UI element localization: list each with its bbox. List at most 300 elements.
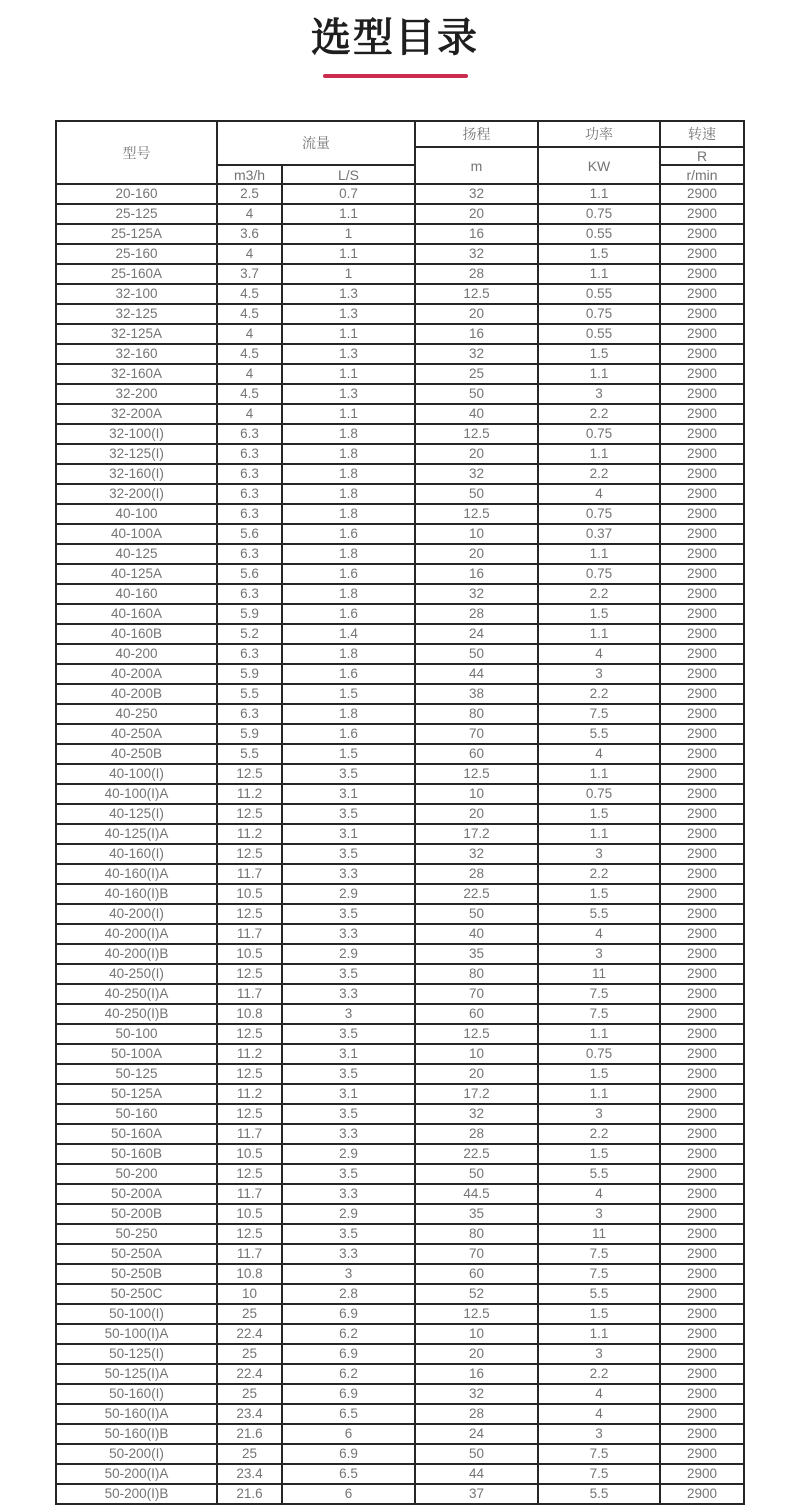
table-cell: 28 [415, 1404, 538, 1424]
table-cell: 32-160 [56, 344, 217, 364]
table-cell: 25 [217, 1384, 282, 1404]
table-row [56, 1204, 744, 1224]
table-cell: 3 [282, 1004, 415, 1024]
table-row [56, 924, 744, 944]
table-cell: 2900 [660, 704, 744, 724]
table-cell: 1.1 [538, 824, 660, 844]
table-cell: 2.2 [538, 1364, 660, 1384]
table-cell: 60 [415, 744, 538, 764]
table-row [56, 964, 744, 984]
table-row [56, 744, 744, 764]
table-cell: 1.1 [538, 624, 660, 644]
table-cell: 0.75 [538, 504, 660, 524]
table-row [56, 1444, 744, 1464]
col-header-flow-m3h: m3/h [217, 165, 282, 184]
table-cell: 32-200 [56, 384, 217, 404]
table-cell: 10.5 [217, 1144, 282, 1164]
table-row [56, 1164, 744, 1184]
table-cell: 80 [415, 1224, 538, 1244]
table-cell: 1.1 [282, 244, 415, 264]
table-cell: 0.55 [538, 224, 660, 244]
table-cell: 25-160 [56, 244, 217, 264]
table-cell: 6.9 [282, 1304, 415, 1324]
table-cell: 32-100(I) [56, 424, 217, 444]
table-cell: 4 [538, 484, 660, 504]
table-cell: 50-100 [56, 1024, 217, 1044]
table-cell: 50-160(I)B [56, 1424, 217, 1444]
table-cell: 3 [538, 1344, 660, 1364]
table-row [56, 564, 744, 584]
table-cell: 2900 [660, 644, 744, 664]
table-cell: 40-160B [56, 624, 217, 644]
table-row [56, 284, 744, 304]
table-cell: 22.4 [217, 1364, 282, 1384]
table-cell: 2900 [660, 1244, 744, 1264]
table-cell: 2900 [660, 384, 744, 404]
table-row [56, 304, 744, 324]
table-row [56, 1284, 744, 1304]
table-cell: 10 [415, 784, 538, 804]
table-cell: 11.2 [217, 824, 282, 844]
table-cell: 38 [415, 684, 538, 704]
table-cell: 25 [217, 1344, 282, 1364]
table-cell: 5.9 [217, 664, 282, 684]
table-cell: 50-250C [56, 1284, 217, 1304]
table-cell: 44 [415, 664, 538, 684]
table-cell: 1 [282, 224, 415, 244]
table-cell: 1.1 [282, 204, 415, 224]
table-cell: 1.8 [282, 484, 415, 504]
table-cell: 32 [415, 1384, 538, 1404]
table-cell: 2900 [660, 364, 744, 384]
table-row [56, 344, 744, 364]
title-underline [323, 74, 468, 78]
table-cell: 2900 [660, 944, 744, 964]
table-cell: 25-125A [56, 224, 217, 244]
table-cell: 50-200(I)A [56, 1464, 217, 1484]
table-cell: 2900 [660, 764, 744, 784]
table-cell: 40-200(I)A [56, 924, 217, 944]
table-cell: 4 [538, 744, 660, 764]
table-cell: 5.5 [538, 1284, 660, 1304]
table-cell: 1.5 [538, 244, 660, 264]
table-cell: 1.3 [282, 384, 415, 404]
table-cell: 20-160 [56, 184, 217, 204]
table-cell: 40-160 [56, 584, 217, 604]
table-cell: 3.1 [282, 1044, 415, 1064]
table-cell: 3.5 [282, 1224, 415, 1244]
table-cell: 3 [538, 664, 660, 684]
table-cell: 3 [538, 384, 660, 404]
table-cell: 21.6 [217, 1484, 282, 1504]
table-cell: 2900 [660, 1344, 744, 1364]
table-cell: 2900 [660, 1124, 744, 1144]
table-cell: 6.3 [217, 464, 282, 484]
table-cell: 16 [415, 324, 538, 344]
table-cell: 4 [217, 364, 282, 384]
table-cell: 25 [217, 1444, 282, 1464]
table-cell: 2900 [660, 1144, 744, 1164]
table-cell: 17.2 [415, 824, 538, 844]
table-cell: 2.9 [282, 1204, 415, 1224]
col-header-head: 扬程 [415, 121, 538, 147]
table-cell: 11.7 [217, 864, 282, 884]
table-cell: 1.6 [282, 724, 415, 744]
table-row [56, 1084, 744, 1104]
table-cell: 2900 [660, 864, 744, 884]
table-cell: 37 [415, 1484, 538, 1504]
table-cell: 32-200(I) [56, 484, 217, 504]
table-cell: 40-250(I) [56, 964, 217, 984]
table-cell: 50 [415, 484, 538, 504]
table-cell: 3.5 [282, 964, 415, 984]
table-cell: 3.5 [282, 1024, 415, 1044]
table-cell: 6.9 [282, 1444, 415, 1464]
table-cell: 80 [415, 704, 538, 724]
table-cell: 2900 [660, 744, 744, 764]
table-row [56, 524, 744, 544]
table-cell: 50-160 [56, 1104, 217, 1124]
table-cell: 2.2 [538, 584, 660, 604]
table-cell: 70 [415, 984, 538, 1004]
table-cell: 6.3 [217, 504, 282, 524]
table-cell: 1.8 [282, 464, 415, 484]
table-cell: 21.6 [217, 1424, 282, 1444]
table-cell: 2900 [660, 1084, 744, 1104]
table-cell: 40-200(I)B [56, 944, 217, 964]
table-row [56, 464, 744, 484]
table-cell: 40-100(I) [56, 764, 217, 784]
table-cell: 11.7 [217, 1184, 282, 1204]
table-cell: 4 [217, 204, 282, 224]
table-row [56, 1364, 744, 1384]
table-cell: 7.5 [538, 1244, 660, 1264]
selection-catalog-table [55, 120, 745, 1505]
table-cell: 2900 [660, 664, 744, 684]
table-row [56, 244, 744, 264]
table-cell: 12.5 [217, 1224, 282, 1244]
table-cell: 50-125 [56, 1064, 217, 1084]
table-cell: 50 [415, 1164, 538, 1184]
table-row [56, 644, 744, 664]
table-row [56, 364, 744, 384]
table-cell: 2900 [660, 1264, 744, 1284]
table-cell: 0.75 [538, 564, 660, 584]
table-cell: 50-100(I) [56, 1304, 217, 1324]
table-row [56, 844, 744, 864]
table-cell: 3.3 [282, 1184, 415, 1204]
table-cell: 2900 [660, 1184, 744, 1204]
table-cell: 40-200B [56, 684, 217, 704]
table-cell: 4.5 [217, 304, 282, 324]
table-cell: 10.5 [217, 944, 282, 964]
table-row [56, 804, 744, 824]
table-row [56, 484, 744, 504]
table-cell: 0.37 [538, 524, 660, 544]
table-cell: 2900 [660, 1024, 744, 1044]
table-cell: 2900 [660, 604, 744, 624]
table-row [56, 904, 744, 924]
table-cell: 1.5 [282, 684, 415, 704]
table-cell: 12.5 [217, 804, 282, 824]
table-cell: 11.7 [217, 1124, 282, 1144]
table-cell: 4 [538, 1184, 660, 1204]
table-row [56, 1484, 744, 1504]
table-cell: 40-200 [56, 644, 217, 664]
table-cell: 6.3 [217, 644, 282, 664]
table-cell: 50-200B [56, 1204, 217, 1224]
table-cell: 11.2 [217, 1084, 282, 1104]
table-cell: 1.8 [282, 584, 415, 604]
table-cell: 2900 [660, 684, 744, 704]
table-cell: 12.5 [217, 1164, 282, 1184]
col-header-flow: 流量 [217, 121, 415, 165]
table-cell: 2900 [660, 544, 744, 564]
table-cell: 6 [282, 1484, 415, 1504]
table-row [56, 264, 744, 284]
table-cell: 2900 [660, 204, 744, 224]
table-cell: 1.5 [538, 1064, 660, 1084]
table-cell: 11.7 [217, 924, 282, 944]
table-cell: 3.6 [217, 224, 282, 244]
table-cell: 22.5 [415, 884, 538, 904]
table-row [56, 424, 744, 444]
table-cell: 80 [415, 964, 538, 984]
table-cell: 5.5 [538, 1164, 660, 1184]
table-cell: 40-200(I) [56, 904, 217, 924]
table-cell: 50 [415, 1444, 538, 1464]
table-cell: 50-125(I)A [56, 1364, 217, 1384]
table-cell: 25-125 [56, 204, 217, 224]
col-header-head-unit: m [415, 147, 538, 184]
table-cell: 16 [415, 224, 538, 244]
table-cell: 2900 [660, 584, 744, 604]
table-row [56, 604, 744, 624]
table-cell: 2900 [660, 884, 744, 904]
table-cell: 4 [217, 404, 282, 424]
table-cell: 2900 [660, 1464, 744, 1484]
table-row [56, 404, 744, 424]
table-cell: 5.6 [217, 524, 282, 544]
table-cell: 2.2 [538, 1124, 660, 1144]
table-cell: 1.1 [538, 444, 660, 464]
table-cell: 32-160(I) [56, 464, 217, 484]
table-cell: 23.4 [217, 1464, 282, 1484]
table-cell: 3 [282, 1264, 415, 1284]
table-cell: 2900 [660, 344, 744, 364]
table-cell: 28 [415, 1124, 538, 1144]
table-cell: 2.9 [282, 1144, 415, 1164]
table-cell: 11 [538, 1224, 660, 1244]
table-cell: 4 [217, 244, 282, 264]
table-cell: 3.5 [282, 844, 415, 864]
table-row [56, 204, 744, 224]
table-row [56, 824, 744, 844]
table-row [56, 1464, 744, 1484]
table-cell: 0.75 [538, 304, 660, 324]
table-cell: 2900 [660, 184, 744, 204]
table-cell: 1.3 [282, 344, 415, 364]
table-cell: 12.5 [415, 1024, 538, 1044]
table-cell: 32-160A [56, 364, 217, 384]
table-cell: 2900 [660, 284, 744, 304]
table-cell: 24 [415, 1424, 538, 1444]
table-row [56, 504, 744, 524]
table-cell: 12.5 [217, 1104, 282, 1124]
table-cell: 1.5 [538, 604, 660, 624]
table-cell: 50 [415, 904, 538, 924]
table-cell: 4 [538, 644, 660, 664]
table-cell: 2900 [660, 524, 744, 544]
table-cell: 4.5 [217, 284, 282, 304]
table-row [56, 1424, 744, 1444]
table-cell: 0.75 [538, 424, 660, 444]
table-cell: 40-160(I) [56, 844, 217, 864]
table-cell: 1.8 [282, 704, 415, 724]
table-cell: 10 [415, 1044, 538, 1064]
table-cell: 2.2 [538, 464, 660, 484]
table-cell: 2900 [660, 1304, 744, 1324]
table-cell: 1.8 [282, 444, 415, 464]
table-cell: 40-160(I)B [56, 884, 217, 904]
table-cell: 40 [415, 404, 538, 424]
table-cell: 20 [415, 304, 538, 324]
col-header-power-unit: KW [538, 147, 660, 184]
table-cell: 32 [415, 584, 538, 604]
table-cell: 3.3 [282, 1244, 415, 1264]
table-cell: 40-250(I)A [56, 984, 217, 1004]
table-cell: 1.8 [282, 644, 415, 664]
table-cell: 40-160A [56, 604, 217, 624]
table-cell: 2900 [660, 324, 744, 344]
table-cell: 2900 [660, 564, 744, 584]
table-cell: 3 [538, 944, 660, 964]
table-cell: 35 [415, 1204, 538, 1224]
table-cell: 12.5 [415, 504, 538, 524]
table-cell: 2900 [660, 504, 744, 524]
table-body [56, 184, 744, 1504]
table-cell: 1.5 [538, 344, 660, 364]
table-cell: 3.5 [282, 804, 415, 824]
table-cell: 2900 [660, 844, 744, 864]
table-cell: 2.2 [538, 864, 660, 884]
table-cell: 12.5 [217, 964, 282, 984]
table-cell: 1.1 [538, 544, 660, 564]
table-cell: 44.5 [415, 1184, 538, 1204]
table-cell: 2900 [660, 444, 744, 464]
table-row [56, 664, 744, 684]
table-cell: 3 [538, 1424, 660, 1444]
table-cell: 2900 [660, 904, 744, 924]
table-cell: 70 [415, 1244, 538, 1264]
table-cell: 50-200(I) [56, 1444, 217, 1464]
table-cell: 3.5 [282, 1164, 415, 1184]
table-row [56, 864, 744, 884]
table-cell: 5.5 [538, 724, 660, 744]
table-cell: 23.4 [217, 1404, 282, 1424]
table-cell: 2.2 [538, 684, 660, 704]
table-cell: 25-160A [56, 264, 217, 284]
table-cell: 3.5 [282, 904, 415, 924]
table-cell: 2.9 [282, 944, 415, 964]
table-cell: 5.2 [217, 624, 282, 644]
table-cell: 6 [282, 1424, 415, 1444]
table-cell: 60 [415, 1004, 538, 1024]
table-cell: 1.8 [282, 424, 415, 444]
table-cell: 16 [415, 1364, 538, 1384]
table-cell: 10 [415, 524, 538, 544]
table-cell: 50 [415, 644, 538, 664]
table-row [56, 384, 744, 404]
table-row [56, 624, 744, 644]
table-cell: 2900 [660, 304, 744, 324]
table-cell: 50-200 [56, 1164, 217, 1184]
table-cell: 12.5 [415, 1304, 538, 1324]
table-cell: 6.2 [282, 1364, 415, 1384]
table-row [56, 704, 744, 724]
table-cell: 4 [538, 1384, 660, 1404]
table-cell: 0.75 [538, 784, 660, 804]
table-cell: 50 [415, 384, 538, 404]
table-cell: 3.5 [282, 1104, 415, 1124]
table-cell: 2900 [660, 1384, 744, 1404]
table-cell: 2900 [660, 984, 744, 1004]
table-cell: 2900 [660, 1364, 744, 1384]
table-cell: 2900 [660, 924, 744, 944]
table-cell: 6.9 [282, 1344, 415, 1364]
table-cell: 1.8 [282, 544, 415, 564]
col-header-speed-unit: r/min [660, 165, 744, 184]
table-cell: 3.3 [282, 864, 415, 884]
table-cell: 12.5 [415, 424, 538, 444]
table-cell: 2900 [660, 1284, 744, 1304]
table-cell: 40-250 [56, 704, 217, 724]
table-cell: 12.5 [415, 284, 538, 304]
table-row [56, 1144, 744, 1164]
table-cell: 40-100 [56, 504, 217, 524]
table-row [56, 724, 744, 744]
table-cell: 1.1 [538, 184, 660, 204]
table-cell: 32 [415, 244, 538, 264]
table-cell: 12.5 [217, 1064, 282, 1084]
table-cell: 12.5 [217, 844, 282, 864]
table-cell: 1.8 [282, 504, 415, 524]
table-row [56, 1244, 744, 1264]
table-cell: 2900 [660, 404, 744, 424]
table-cell: 1.6 [282, 664, 415, 684]
table-cell: 12.5 [217, 1024, 282, 1044]
table-cell: 20 [415, 1344, 538, 1364]
table-cell: 5.9 [217, 724, 282, 744]
table-cell: 10.8 [217, 1264, 282, 1284]
table-cell: 1.1 [538, 1024, 660, 1044]
table-cell: 1.1 [282, 364, 415, 384]
table-cell: 2900 [660, 1424, 744, 1444]
table-cell: 10.5 [217, 1204, 282, 1224]
table-cell: 2900 [660, 1164, 744, 1184]
table-cell: 11.7 [217, 984, 282, 1004]
table-cell: 2900 [660, 224, 744, 244]
table-cell: 32-125(I) [56, 444, 217, 464]
table-cell: 2900 [660, 1224, 744, 1244]
table-row [56, 944, 744, 964]
table-cell: 4.5 [217, 344, 282, 364]
col-header-speed-r: R [660, 147, 744, 165]
table-cell: 2900 [660, 784, 744, 804]
table-cell: 20 [415, 204, 538, 224]
table-cell: 3.1 [282, 824, 415, 844]
table-row [56, 444, 744, 464]
